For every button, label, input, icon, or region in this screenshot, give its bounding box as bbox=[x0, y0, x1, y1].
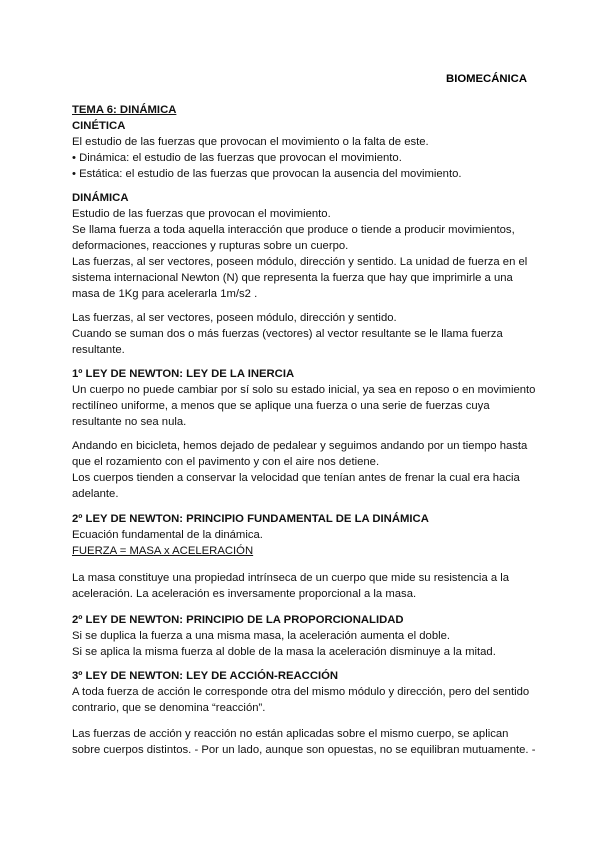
para-line: Las fuerzas, al ser vectores, poseen módulo, dirección y sentido. La unidad de fuerza en el bbox=[72, 256, 528, 268]
para-line: Ecuación fundamental de la dinámica. bbox=[72, 529, 263, 541]
para-line: A toda fuerza de acción le corresponde otra del mismo módulo y dirección, pero del sentido bbox=[72, 686, 530, 698]
heading-cinetica: CINÉTICA bbox=[72, 120, 126, 132]
para-line: Un cuerpo no puede cambiar por sí solo su estado inicial, ya sea en reposo o en movimiento bbox=[72, 384, 536, 396]
para-line: contrario, que se denomina “reacción”. bbox=[72, 702, 266, 714]
heading-ley-3: 3º LEY DE NEWTON: LEY DE ACCIÓN-REACCIÓN bbox=[72, 670, 339, 682]
para-line: adelante. bbox=[72, 488, 119, 500]
heading-dinamica: DINÁMICA bbox=[72, 192, 129, 204]
para-line: aceleración. La aceleración es inversamente proporcional a la masa. bbox=[72, 588, 417, 600]
para-line: Andando en bicicleta, hemos dejado de pedalear y seguimos andando por un tiempo hasta bbox=[72, 440, 528, 452]
para-line: sistema internacional Newton (N) que representa la fuerza que hay que imprimirle a una bbox=[72, 272, 513, 284]
document-header-title: BIOMECÁNICA bbox=[446, 73, 527, 85]
para-line: masa de 1Kg para acelerarla 1m/s2 . bbox=[72, 288, 258, 300]
para-line: Si se aplica la misma fuerza al doble de la masa la aceleración disminuye a la mitad. bbox=[72, 646, 496, 658]
para-line: resultante. bbox=[72, 344, 125, 356]
para-line: Los cuerpos tienden a conservar la velocidad que tenían antes de frenar la cual era hacia bbox=[72, 472, 520, 484]
para-line: resultante no sea nula. bbox=[72, 416, 187, 428]
section-title-tema-6: TEMA 6: DINÁMICA bbox=[72, 104, 177, 116]
heading-ley-2-fundamental: 2º LEY DE NEWTON: PRINCIPIO FUNDAMENTAL DE LA DINÁMICA bbox=[72, 513, 429, 525]
list-item-estatica: • Estática: el estudio de las fuerzas que provocan la ausencia del movimiento. bbox=[72, 168, 462, 180]
para-line: Si se duplica la fuerza a una misma masa, la aceleración aumenta el doble. bbox=[72, 630, 451, 642]
para-line: Se llama fuerza a toda aquella interacción que produce o tiende a producir movimientos, bbox=[72, 224, 515, 236]
formula-line: FUERZA = MASA x ACELERACIÓN bbox=[72, 545, 254, 557]
heading-ley-1: 1º LEY DE NEWTON: LEY DE LA INERCIA bbox=[72, 368, 295, 380]
para-line: sobre cuerpos distintos. - Por un lado, aunque son opuestas, no se equilibran mutuamente. - bbox=[72, 744, 536, 756]
para-line: rectilíneo uniforme, a menos que se aplique una fuerza o una serie de fuerzas cuya bbox=[72, 400, 490, 412]
para-line: Las fuerzas, al ser vectores, poseen módulo, dirección y sentido. bbox=[72, 312, 397, 324]
para-line: Las fuerzas de acción y reacción no están aplicadas sobre el mismo cuerpo, se aplican bbox=[72, 728, 509, 740]
para-line: deformaciones, reacciones y rupturas sobre un cuerpo. bbox=[72, 240, 349, 252]
para-line: Cuando se suman dos o más fuerzas (vectores) al vector resultante se le llama fuerza bbox=[72, 328, 503, 340]
para-line: La masa constituye una propiedad intrínseca de un cuerpo que mide su resistencia a la bbox=[72, 572, 510, 584]
para-line: El estudio de las fuerzas que provocan el movimiento o la falta de este. bbox=[72, 136, 429, 148]
heading-ley-2-proporcionalidad: 2º LEY DE NEWTON: PRINCIPIO DE LA PROPORCIONALIDAD bbox=[72, 614, 404, 626]
para-line: Estudio de las fuerzas que provocan el movimiento. bbox=[72, 208, 331, 220]
list-item-dinamica: • Dinámica: el estudio de las fuerzas que provocan el movimiento. bbox=[72, 152, 402, 164]
para-line: que el rozamiento con el pavimento y con el aire nos detiene. bbox=[72, 456, 380, 468]
